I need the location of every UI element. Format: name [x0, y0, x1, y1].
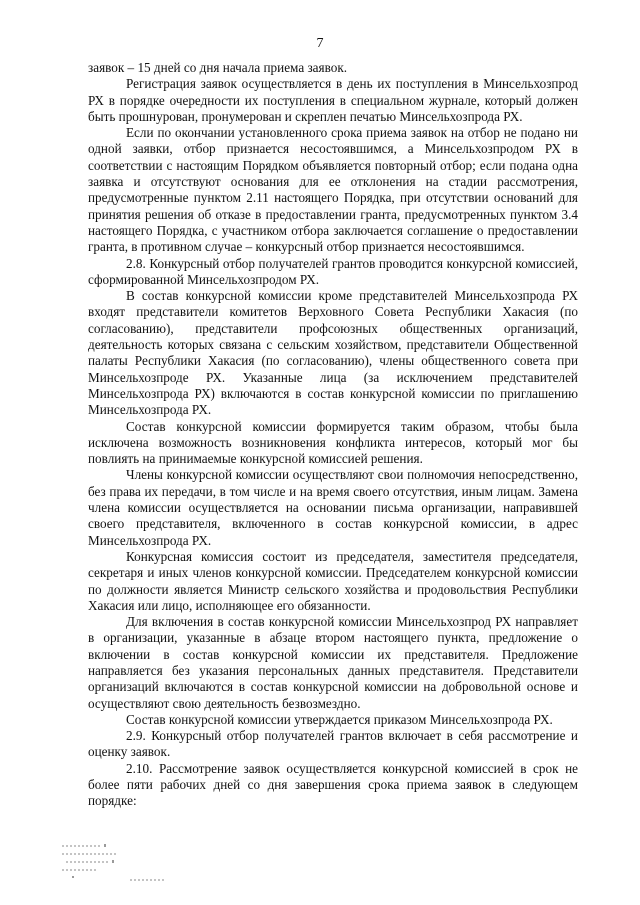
- paragraph-8: Конкурсная комиссия состоит из председателя, заместителя председателя, секретаря и иных членов конкурсной комиссии. Председателем конкурсной комиссии по должности является Министр сельского хозяйства и продовольствия Республики Хакасия или лицо, исполняющее его обязанности.: [88, 548, 578, 613]
- paragraph-1: заявок – 15 дней со дня начала приема заявок.: [88, 60, 348, 75]
- paragraph-11: 2.9. Конкурсный отбор получателей грантов включает в себя рассмотрение и оценку заявок.: [88, 728, 578, 760]
- paragraph-4: 2.8. Конкурсный отбор получателей грантов проводится конкурсной комиссией, сформированной Минсельхозпродом РХ.: [88, 255, 578, 287]
- paragraph-9: Для включения в состав конкурсной комиссии Минсельхозпрод РХ направляет в организации, указанные в абзаце втором настоящего пункта, предложение о включении в состав конкурсной комиссии их представителя. Предложение направляется без указания персональных данных представителя. Представители организаций включаются в состав конкурсной комиссии на добровольной основе и осуществляют свою деятельность безвозмездно.: [88, 614, 578, 711]
- document-body: [88, 60, 578, 810]
- paragraph-5: В состав конкурсной комиссии кроме представителей Минсельхозпрода РХ входят представители комитетов Верховного Совета Республики Хакасия (по согласованию), представители профсоюзных общественных организаций, деятельность которых связана с сельским хозяйством, представители Общественной палаты Республики Хакасия (по согласованию), члены общественного совета при Минсельхозпроде РХ. Указанные лица (за исключением представителей Минсельхозпрода РХ) включаются в состав конкурсной комиссии по приглашению Минсельхозпрода РХ.: [88, 288, 578, 418]
- scan-artifact-marks: [60, 840, 190, 892]
- page-number: 7: [316, 36, 324, 51]
- paragraph-10: Состав конкурсной комиссии утверждается приказом Минсельхозпрода РХ.: [126, 711, 553, 727]
- paragraph-3: Если по окончании установленного срока приема заявок на отбор не подано ни одной заявки, отбор признается несостоявшимся, а Минсельхозпродом РХ в соответствии с настоящим Порядком объявляется повторный отбор; если подана одна заявка и отсутствуют основания для ее отклонения на стадии рассмотрения, предусмотренные пунктом 2.11 настоящего Порядка, при отсутствии оснований для принятия решения об отказе в предоставлении гранта, предусмотренных пунктом 3.4 настоящего Порядка, с участником отбора заключается соглашение о предоставлении гранта, в противном случае – конкурсный отбор признается несостоявшимся.: [88, 125, 578, 255]
- paragraph-2: Регистрация заявок осуществляется в день их поступления в Минсельхозпрод РХ в порядке очередности их поступления в специальном журнале, который должен быть прошнурован, пронумерован и скреплен печатью Минсельхозпрода РХ.: [88, 76, 578, 124]
- paragraph-6: Состав конкурсной комиссии формируется таким образом, чтобы была исключена возможность возникновения конфликта интересов, который мог бы повлиять на принимаемые конкурсной комиссией решения.: [88, 418, 578, 467]
- paragraph-12: 2.10. Рассмотрение заявок осуществляется конкурсной комиссией в срок не более пяти рабочих дней со дня завершения срока приема заявок в следующем порядке:: [88, 760, 578, 809]
- paragraph-7: Члены конкурсной комиссии осуществляют свои полномочия непосредственно, без права их передачи, в том числе и на время своего отсутствия, иным лицам. Замена члена комиссии осуществляется на основании письма организации, направившей своего представителя, включенного в состав конкурсной комиссии, в адрес Минсельхозпрода РХ.: [88, 467, 578, 548]
